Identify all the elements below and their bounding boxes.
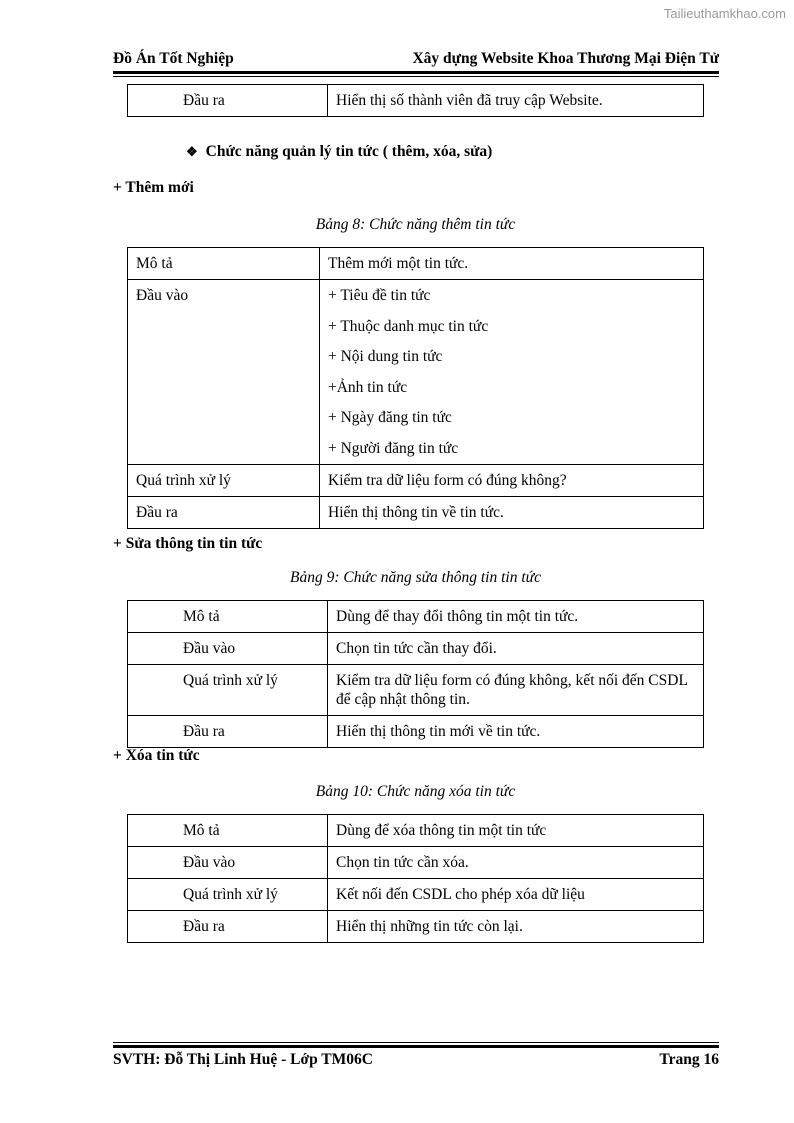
caption-table-10: Bảng 10: Chức năng xóa tin tức [315,783,516,800]
row-label: Quá trình xử lý [128,665,328,716]
section-heading-text: Chức năng quản lý tin tức ( thêm, xóa, sửa) [205,143,493,160]
row-label: Đầu ra [128,911,328,943]
table-row [128,633,704,665]
subhead-delete: + Xóa tin tức [113,747,200,764]
header-rule-thin [113,76,719,77]
table-row [128,248,704,280]
table-row [128,847,704,879]
table-row [128,85,704,117]
section-heading [186,143,492,161]
input-line: + Ngày đăng tin tức [328,409,452,427]
input-line: +Ảnh tin tức [328,378,408,396]
page-header [113,50,719,72]
row-label: Mô tả [128,601,328,633]
footer-rule-thin [113,1042,719,1043]
table-edit-news [127,600,704,748]
row-value: Chọn tin tức cần thay đổi. [328,633,704,665]
table-delete-news [127,814,704,943]
header-rule-thick [113,71,719,74]
table-row [128,464,704,496]
row-label: Đầu vào [128,847,328,879]
row-value-list [320,280,704,465]
input-line: + Nội dung tin tức [328,348,443,366]
row-label: Đầu ra [128,496,320,528]
row-value: Hiển thị số thành viên đã truy cập Website. [328,85,704,117]
diamond-bullet-icon: ❖ [186,144,198,159]
row-value: Dùng để thay đổi thông tin một tin tức. [328,601,704,633]
table-row [128,601,704,633]
footer-rule-thick [113,1045,719,1048]
table-row [128,911,704,943]
row-value: Kết nối đến CSDL cho phép xóa dữ liệu [328,879,704,911]
row-value: Hiển thị thông tin mới về tin tức. [328,716,704,748]
table-row [128,879,704,911]
input-line: + Tiêu đề tin tức [328,287,431,304]
input-line: + Người đăng tin tức [328,439,459,457]
page-number: Trang 16 [659,1051,719,1068]
row-label: Mô tả [128,248,320,280]
row-value: Kiểm tra dữ liệu form có đúng không, kết nối đến CSDL để cập nhật thông tin. [328,665,704,716]
row-value: Hiển thị thông tin về tin tức. [320,496,704,528]
subhead-add: + Thêm mới [113,179,194,196]
row-label: Mô tả [128,815,328,847]
table-row [128,716,704,748]
row-label: Đầu vào [128,280,320,465]
table-row [128,280,704,465]
table-row [128,496,704,528]
row-value: Hiển thị những tin tức còn lại. [328,911,704,943]
row-label: Đầu ra [128,85,328,117]
row-value: Kiểm tra dữ liệu form có đúng không? [320,464,704,496]
row-value: Chọn tin tức cần xóa. [328,847,704,879]
watermark: Tailieuthamkhao.com [663,6,786,21]
row-label: Đầu vào [128,633,328,665]
table-add-news [127,247,704,529]
row-label: Quá trình xử lý [128,879,328,911]
row-value: Dùng để xóa thông tin một tin tức [328,815,704,847]
row-label: Đầu ra [128,716,328,748]
table-row [128,665,704,716]
table-output-top [127,84,704,117]
table-row [128,815,704,847]
header-left: Đồ Án Tốt Nghiệp [113,50,234,67]
caption-table-9: Bảng 9: Chức năng sửa thông tin tin tức [290,569,541,586]
caption-table-8: Bảng 8: Chức năng thêm tin tức [315,216,516,233]
header-right: Xây dựng Website Khoa Thương Mại Điện Tử [412,50,719,67]
row-label: Quá trình xử lý [128,464,320,496]
footer-author: SVTH: Đỗ Thị Linh Huệ - Lớp TM06C [113,1051,373,1068]
row-value: Thêm mới một tin tức. [320,248,704,280]
subhead-edit: + Sửa thông tin tin tức [113,535,263,552]
input-line: + Thuộc danh mục tin tức [328,317,489,335]
